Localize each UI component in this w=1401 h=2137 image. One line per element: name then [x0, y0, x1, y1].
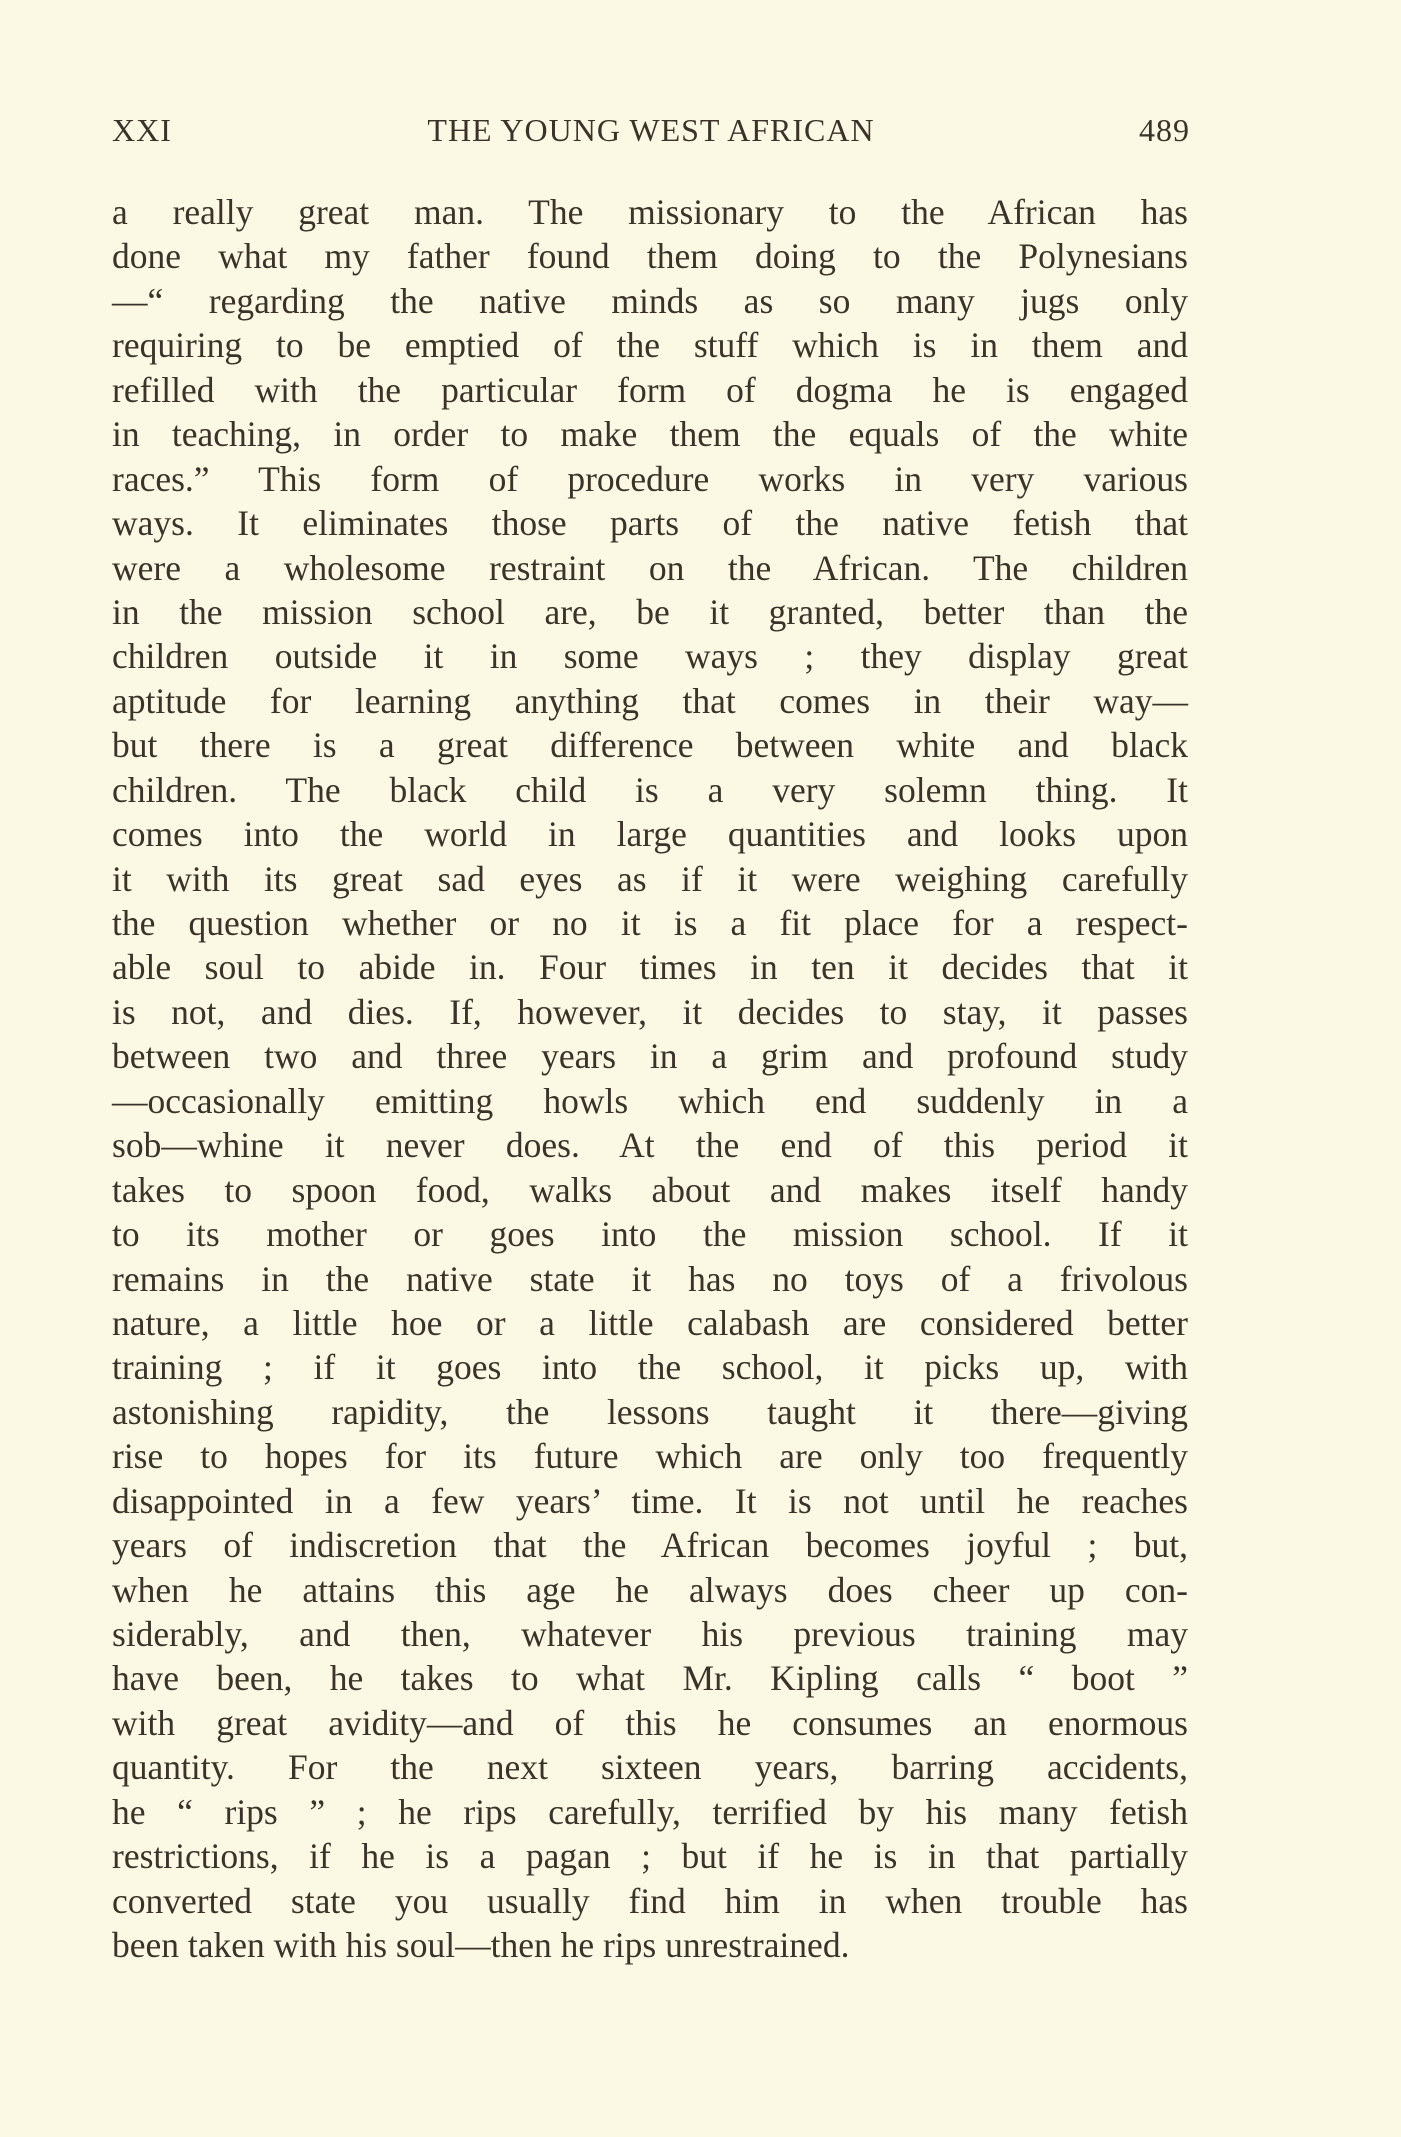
text-line: done what my father found them doing to the Polynesians	[112, 236, 1188, 277]
page-number: 489	[1139, 112, 1190, 148]
text-line: able soul to abide in. Four times in ten it decides that it	[112, 947, 1188, 988]
body-text	[112, 190, 1188, 1968]
running-title: THE YOUNG WEST AFRICAN	[427, 112, 875, 148]
text-line: he “ rips ” ; he rips carefully, terrified by his many fetish	[112, 1791, 1188, 1832]
text-line: remains in the native state it has no toys of a frivolous	[112, 1258, 1188, 1299]
text-line: in the mission school are, be it granted, better than the	[112, 591, 1188, 632]
text-line: aptitude for learning anything that comes in their way—	[112, 680, 1188, 721]
text-line: but there is a great difference between white and black	[112, 725, 1188, 766]
text-line: disappointed in a few years’ time. It is not until he reaches	[112, 1480, 1188, 1521]
text-line: children outside it in some ways ; they display great	[112, 636, 1188, 677]
text-line: restrictions, if he is a pagan ; but if he is in that partially	[112, 1836, 1188, 1877]
text-line: converted state you usually find him in when trouble has	[112, 1880, 1188, 1921]
text-line: a really great man. The missionary to the African has	[112, 192, 1188, 232]
text-line: nature, a little hoe or a little calabash are considered better	[112, 1302, 1188, 1343]
text-line: been taken with his soul—then he rips unrestrained.	[112, 1925, 850, 1966]
text-line: —“ regarding the native minds as so many jugs only	[112, 280, 1188, 321]
text-line: the question whether or no it is a fit place for a respect-	[112, 903, 1188, 943]
chapter-number: XXI	[112, 112, 172, 148]
text-line: in teaching, in order to make them the equals of the white	[112, 414, 1188, 455]
text-line: comes into the world in large quantities and looks upon	[112, 814, 1188, 855]
text-line: children. The black child is a very solemn thing. It	[112, 769, 1188, 810]
text-line: requiring to be emptied of the stuff which is in them and	[112, 325, 1188, 366]
text-line: with great avidity—and of this he consumes an enormous	[112, 1702, 1188, 1743]
text-line: siderably, and then, whatever his previous training may	[112, 1614, 1188, 1654]
text-line: it with its great sad eyes as if it were weighing carefully	[112, 858, 1188, 899]
text-line: to its mother or goes into the mission school. If it	[112, 1214, 1188, 1255]
text-line: —occasionally emitting howls which end suddenly in a	[112, 1080, 1188, 1121]
text-line: takes to spoon food, walks about and makes itself handy	[112, 1169, 1188, 1210]
text-line: when he attains this age he always does cheer up con-	[112, 1569, 1188, 1610]
text-line: ways. It eliminates those parts of the native fetish that	[112, 503, 1188, 544]
text-line: is not, and dies. If, however, it decides to stay, it passes	[112, 991, 1188, 1032]
text-line: were a wholesome restraint on the African. The children	[112, 547, 1188, 588]
text-line: rise to hopes for its future which are only too frequently	[112, 1436, 1188, 1477]
text-line: astonishing rapidity, the lessons taught it there—giving	[112, 1391, 1188, 1432]
text-line: refilled with the particular form of dogma he is engaged	[112, 369, 1188, 410]
text-line: sob—whine it never does. At the end of this period it	[112, 1125, 1188, 1166]
text-line: have been, he takes to what Mr. Kipling calls “ boot ”	[112, 1658, 1188, 1699]
text-line: years of indiscretion that the African becomes joyful ; but,	[112, 1525, 1188, 1566]
text-line: between two and three years in a grim and profound study	[112, 1036, 1188, 1077]
text-line: quantity. For the next sixteen years, barring accidents,	[112, 1747, 1188, 1788]
running-header	[112, 112, 1190, 156]
text-line: races.” This form of procedure works in very various	[112, 458, 1188, 499]
text-line: training ; if it goes into the school, it picks up, with	[112, 1347, 1188, 1388]
